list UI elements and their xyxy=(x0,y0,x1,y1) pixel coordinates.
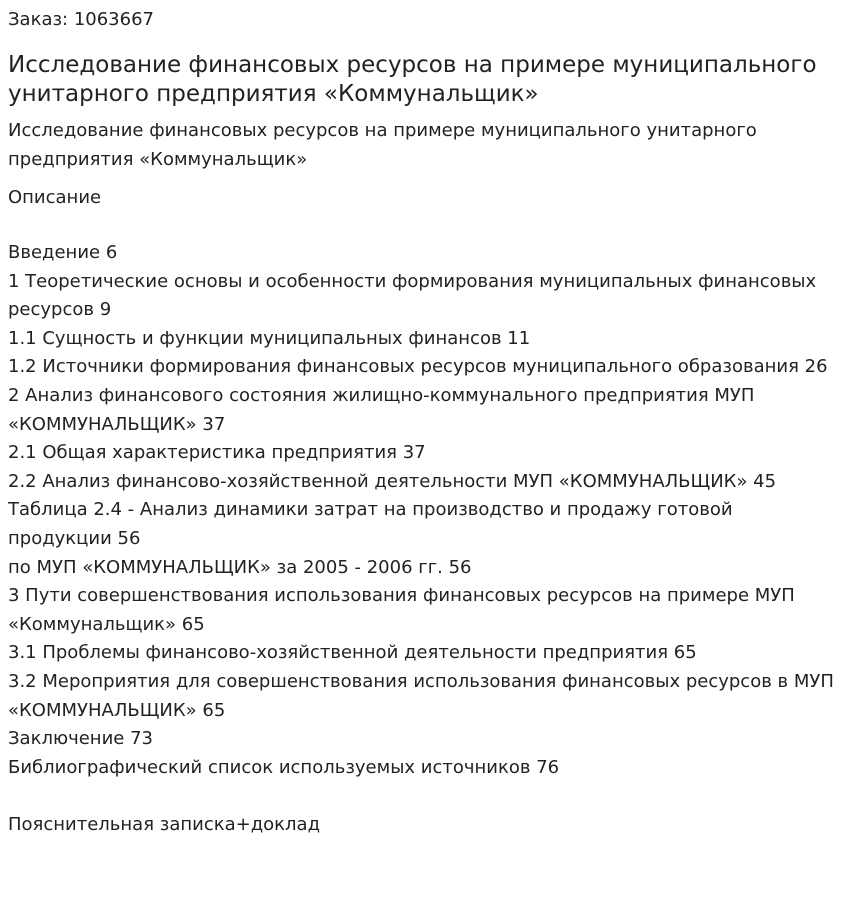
explanatory-note: Пояснительная записка+доклад xyxy=(8,813,321,835)
toc-item: 1.2 Источники формирования финансовых ресурсов муниципального образования 26 xyxy=(8,356,828,378)
page-subtitle: Исследование финансовых ресурсов на примере муниципального унитарного предприятия «Коммунальщик» xyxy=(8,120,757,170)
toc-item: по МУП «КОММУНАЛЬЩИК» за 2005 - 2006 гг. 56 xyxy=(8,556,472,578)
toc-item: 1.1 Сущность и функции муниципальных финансов 11 xyxy=(8,327,531,349)
toc-item: 2 Анализ финансового состояния жилищно-коммунального предприятия МУП «КОММУНАЛЬЩИК» 37 xyxy=(8,384,755,435)
toc-item: Заключение 73 xyxy=(8,728,153,750)
toc-item: 1 Теоретические основы и особенности формирования муниципальных финансовых ресурсов 9 xyxy=(8,270,817,321)
table-of-contents xyxy=(8,239,839,782)
toc-item: 3 Пути совершенствования использования финансовых ресурсов на примере МУП «Коммунальщик» 65 xyxy=(8,585,795,635)
toc-item: 2.2 Анализ финансово-хозяйственной деятельности МУП «КОММУНАЛЬЩИК» 45 xyxy=(8,470,777,492)
toc-item: Введение 6 xyxy=(8,242,118,263)
order-number: Заказ: 1063667 xyxy=(8,9,154,30)
description-label: Описание xyxy=(8,187,102,208)
toc-item: Таблица 2.4 - Анализ динамики затрат на производство и продажу готовой продукции 56 xyxy=(8,499,733,549)
page-title: Исследование финансовых ресурсов на примере муниципального унитарного предприятия «Коммунальщик» xyxy=(8,52,817,107)
toc-item: 3.1 Проблемы финансово-хозяйственной деятельности предприятия 65 xyxy=(8,642,697,664)
toc-item: 2.1 Общая характеристика предприятия 37 xyxy=(8,442,426,464)
toc-item: 3.2 Мероприятия для совершенствования использования финансовых ресурсов в МУП «КОММУНАЛЬЩИК» 65 xyxy=(8,670,834,721)
toc-item: Библиографический список используемых источников 76 xyxy=(8,756,560,778)
